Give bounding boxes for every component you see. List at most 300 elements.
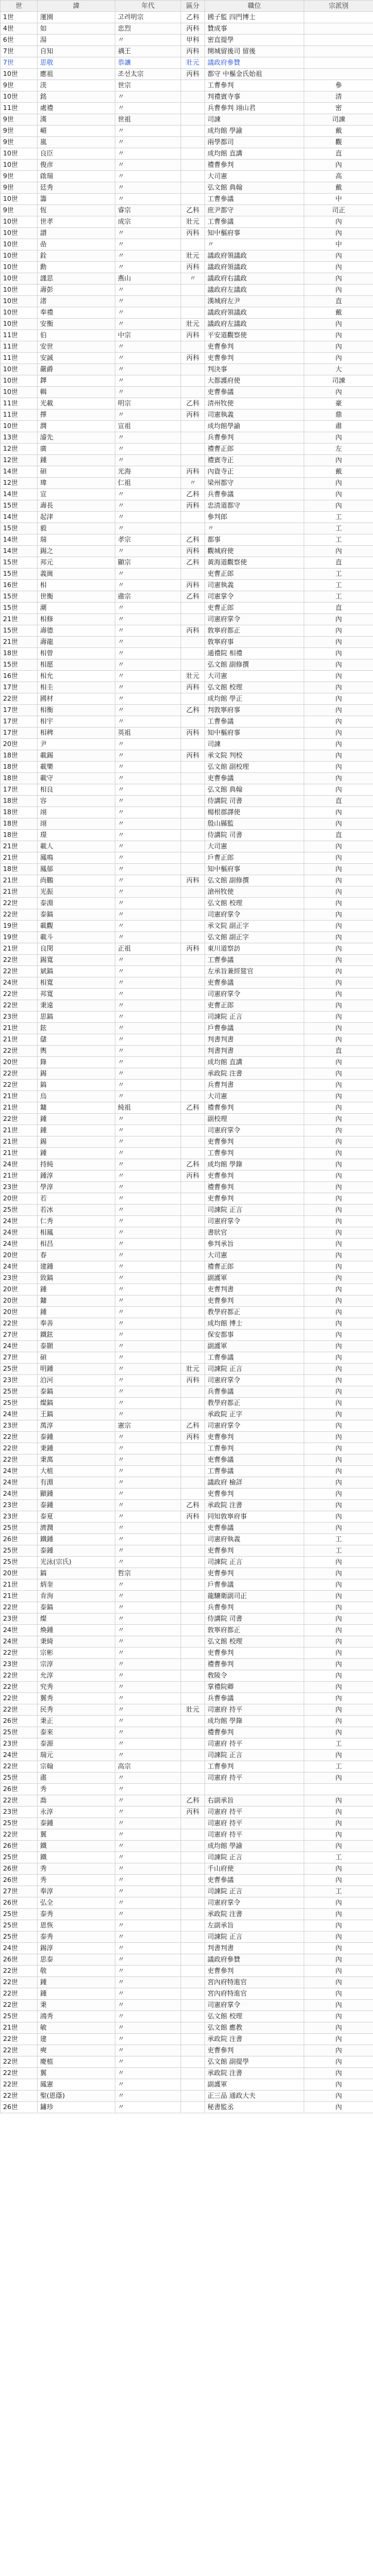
era-cell: 〃: [115, 1352, 181, 1364]
position-cell: 工曹參判: [205, 80, 304, 91]
name-cell: 喬: [38, 1795, 115, 1807]
table-row: [1, 1863, 373, 1875]
era-cell: 〃: [115, 1636, 181, 1648]
name-cell: 相愿: [38, 659, 115, 671]
era-cell: 〃: [115, 341, 181, 353]
position-cell: [205, 1784, 304, 1795]
name-cell: 鏞: [38, 1295, 115, 1307]
name-cell: 潤: [38, 421, 115, 432]
name-cell: 相寬: [38, 977, 115, 989]
exam-cell: [181, 614, 205, 625]
position-cell: 司憲府 持平: [205, 1738, 304, 1750]
generation-cell: 25世: [1, 1932, 38, 1943]
branch-cell: 內: [304, 750, 373, 762]
generation-cell: 18世: [1, 830, 38, 841]
branch-cell: 內: [304, 2034, 373, 2045]
name-cell: 勳: [38, 262, 115, 273]
branch-cell: 內: [304, 1148, 373, 1159]
branch-cell: 內: [304, 1193, 373, 1205]
branch-cell: 內: [304, 739, 373, 750]
exam-cell: [181, 1307, 205, 1318]
table-row: [1, 1273, 373, 1284]
generation-cell: 7世: [1, 57, 38, 69]
era-cell: 〃: [115, 898, 181, 909]
name-cell: 翊: [38, 807, 115, 818]
name-cell: 大植: [38, 1466, 115, 1477]
era-cell: 〃: [115, 1648, 181, 1659]
position-cell: 通禮院 相禮: [205, 648, 304, 659]
generation-cell: 24世: [1, 1489, 38, 1500]
position-cell: 右副承旨: [205, 1795, 304, 1807]
name-cell: 宗翰: [38, 1761, 115, 1773]
name-cell: 嚴爵: [38, 364, 115, 375]
table-row: [1, 1954, 373, 1966]
branch-cell: 內: [304, 1659, 373, 1670]
era-cell: 〃: [115, 1454, 181, 1466]
name-cell: 起津: [38, 512, 115, 523]
name-cell: 泰鍾: [38, 1545, 115, 1557]
exam-cell: [181, 1386, 205, 1398]
era-cell: 〃: [115, 1534, 181, 1545]
era-cell: 〃: [115, 1818, 181, 1829]
era-cell: 〃: [115, 2091, 181, 2102]
position-cell: 黃海道觀察使: [205, 557, 304, 569]
table-row: [1, 35, 373, 46]
table-row: [1, 228, 373, 239]
position-cell: 司憲府 持平: [205, 1829, 304, 1841]
name-cell: 泰鎬: [38, 909, 115, 921]
position-cell: 知中樞府事: [205, 228, 304, 239]
era-cell: 〃: [115, 1943, 181, 1954]
era-cell: 〃: [115, 375, 181, 387]
generation-cell: 24世: [1, 1341, 38, 1352]
exam-cell: [181, 637, 205, 648]
exam-cell: 乙科: [181, 591, 205, 603]
table-row: [1, 1000, 373, 1012]
generation-cell: 19世: [1, 921, 38, 932]
position-cell: 司憲府掌令: [205, 909, 304, 921]
branch-cell: 內: [304, 921, 373, 932]
branch-cell: 內: [304, 818, 373, 830]
era-cell: 〃: [115, 2045, 181, 2056]
table-row: [1, 977, 373, 989]
generation-cell: 23世: [1, 1500, 38, 1511]
name-cell: 顯鍾: [38, 1489, 115, 1500]
position-cell: 成均館學諭: [205, 421, 304, 432]
era-cell: 〃: [115, 126, 181, 137]
branch-cell: 參: [304, 80, 373, 91]
branch-cell: 內: [304, 1954, 373, 1966]
era-cell: 〃: [115, 1670, 181, 1682]
branch-cell: 內: [304, 864, 373, 875]
table-row: [1, 1897, 373, 1909]
name-cell: 相良: [38, 784, 115, 796]
position-cell: 判決事: [205, 364, 304, 375]
era-cell: 〃: [115, 625, 181, 637]
generation-cell: 22世: [1, 1966, 38, 1977]
generation-cell: 11世: [1, 330, 38, 341]
branch-cell: 內: [304, 1318, 373, 1330]
exam-cell: [181, 955, 205, 966]
era-cell: 〃: [115, 1193, 181, 1205]
branch-cell: 內: [304, 1579, 373, 1591]
position-cell: 教學府都正: [205, 1307, 304, 1318]
era-cell: 〃: [115, 1727, 181, 1738]
exam-cell: [181, 444, 205, 455]
era-cell: 忠烈: [115, 23, 181, 35]
position-cell: 吏曹參判: [205, 353, 304, 364]
table-row: [1, 830, 373, 841]
position-cell: 參判郎: [205, 512, 304, 523]
branch-cell: 內: [304, 1477, 373, 1489]
era-cell: 〃: [115, 353, 181, 364]
branch-cell: 內: [304, 762, 373, 773]
table-row: [1, 614, 373, 625]
table-row: [1, 659, 373, 671]
exam-cell: [181, 1284, 205, 1295]
name-cell: 鍾淳: [38, 1171, 115, 1182]
name-cell: 煥鍾: [38, 1625, 115, 1636]
exam-cell: [181, 194, 205, 205]
era-cell: 〃: [115, 2022, 181, 2034]
name-cell: 若: [38, 1193, 115, 1205]
branch-cell: 觀: [304, 137, 373, 148]
exam-cell: [181, 1773, 205, 1784]
name-cell: 有淵: [38, 1477, 115, 1489]
era-cell: 〃: [115, 1182, 181, 1193]
table-row: [1, 137, 373, 148]
position-cell: 宮內府特進官: [205, 1988, 304, 2000]
exam-cell: 丙科: [181, 466, 205, 478]
era-cell: 〃: [115, 637, 181, 648]
generation-cell: 14世: [1, 534, 38, 546]
name-cell: 肅: [38, 1773, 115, 1784]
branch-cell: 內: [304, 693, 373, 705]
exam-cell: [181, 1568, 205, 1579]
generation-cell: 1世: [1, 12, 38, 23]
table-row: [1, 69, 373, 80]
exam-cell: [181, 512, 205, 523]
table-row: [1, 194, 373, 205]
generation-cell: 9世: [1, 80, 38, 91]
table-row: [1, 943, 373, 955]
position-cell: 左副承旨: [205, 1920, 304, 1932]
position-cell: 敦寧府事: [205, 637, 304, 648]
branch-cell: 司正: [304, 205, 373, 216]
branch-cell: [304, 57, 373, 69]
era-cell: 〃: [115, 1284, 181, 1295]
generation-cell: 23世: [1, 1012, 38, 1023]
era-cell: 〃: [115, 1716, 181, 1727]
exam-cell: [181, 1761, 205, 1773]
name-cell: 鴻秀: [38, 2011, 115, 2022]
era-cell: 〃: [115, 1443, 181, 1454]
exam-cell: [181, 1738, 205, 1750]
era-cell: 〃: [115, 1841, 181, 1852]
exam-cell: [181, 1863, 205, 1875]
exam-cell: [181, 1670, 205, 1682]
generation-cell: 7世: [1, 46, 38, 57]
name-cell: 恆: [38, 205, 115, 216]
name-cell: 鍾: [38, 1114, 115, 1125]
table-row: [1, 898, 373, 909]
position-cell: 〃: [205, 239, 304, 250]
generation-cell: 22世: [1, 2079, 38, 2091]
era-cell: 〃: [115, 1500, 181, 1511]
branch-cell: 直: [304, 830, 373, 841]
generation-cell: 14世: [1, 546, 38, 557]
exam-cell: 丙科: [181, 500, 205, 512]
name-cell: 燦鎬: [38, 1398, 115, 1409]
era-cell: 〃: [115, 1341, 181, 1352]
name-cell: 籌: [38, 194, 115, 205]
branch-cell: 內: [304, 977, 373, 989]
era-cell: 〃: [115, 852, 181, 864]
era-cell: 〃: [115, 1250, 181, 1261]
era-cell: 〃: [115, 1988, 181, 2000]
position-cell: 兵曹參判: [205, 1602, 304, 1614]
position-cell: 左承旨兼經筵官: [205, 966, 304, 977]
generation-cell: 23世: [1, 1807, 38, 1818]
generation-cell: 27世: [1, 1330, 38, 1341]
name-cell: 思泰: [38, 1954, 115, 1966]
generation-cell: 12世: [1, 444, 38, 455]
name-cell: 鍾: [38, 1125, 115, 1136]
era-cell: 〃: [115, 1977, 181, 1988]
table-row: [1, 1920, 373, 1932]
table-row: [1, 1943, 373, 1954]
branch-cell: 內: [304, 1364, 373, 1375]
exam-cell: [181, 296, 205, 307]
era-cell: 禑王: [115, 46, 181, 57]
era-cell: 〃: [115, 1738, 181, 1750]
table-row: [1, 2022, 373, 2034]
table-row: [1, 1716, 373, 1727]
branch-cell: 內: [304, 614, 373, 625]
name-cell: 載錫: [38, 750, 115, 762]
position-cell: 司諫院 正言: [205, 1205, 304, 1216]
era-cell: 〃: [115, 1897, 181, 1909]
generation-cell: 25世: [1, 1773, 38, 1784]
position-cell: 弘文館 校理: [205, 2011, 304, 2022]
position-cell: 兩學都司: [205, 137, 304, 148]
name-cell: 自知: [38, 46, 115, 57]
exam-cell: [181, 1205, 205, 1216]
generation-cell: 10世: [1, 250, 38, 262]
name-cell: 渚: [38, 296, 115, 307]
exam-cell: [181, 2000, 205, 2011]
exam-cell: [181, 432, 205, 444]
name-cell: 奉善: [38, 1318, 115, 1330]
generation-cell: 24世: [1, 1216, 38, 1227]
name-cell: 嵒: [38, 239, 115, 250]
table-row: [1, 239, 373, 250]
position-cell: 大司憲: [205, 1091, 304, 1102]
era-cell: 〃: [115, 807, 181, 818]
table-row: [1, 852, 373, 864]
table-row: [1, 1829, 373, 1841]
branch-cell: 內: [304, 1227, 373, 1239]
branch-cell: 內: [304, 966, 373, 977]
name-cell: 碩: [38, 466, 115, 478]
name-cell: 俊彦: [38, 160, 115, 171]
table-row: [1, 2056, 373, 2068]
era-cell: 〃: [115, 1557, 181, 1568]
branch-cell: 內: [304, 319, 373, 330]
branch-cell: 內: [304, 1307, 373, 1318]
branch-cell: 內: [304, 1182, 373, 1193]
generation-cell: 26世: [1, 2102, 38, 2113]
era-cell: 〃: [115, 1432, 181, 1443]
branch-cell: 內: [304, 1216, 373, 1227]
name-cell: 廣: [38, 444, 115, 455]
era-cell: 〃: [115, 1171, 181, 1182]
era-cell: 〃: [115, 841, 181, 852]
branch-cell: 內: [304, 1159, 373, 1171]
exam-cell: [181, 864, 205, 875]
branch-cell: 工: [304, 1534, 373, 1545]
position-cell: 贊成事: [205, 23, 304, 35]
table-row: [1, 12, 373, 23]
name-cell: 光泳(宗氏): [38, 1557, 115, 1568]
table-row: [1, 1704, 373, 1716]
generation-cell: 22世: [1, 1795, 38, 1807]
position-cell: 楊根郡譯使: [205, 807, 304, 818]
name-cell: 光振: [38, 887, 115, 898]
position-cell: 承政院 注書: [205, 1909, 304, 1920]
table-row: [1, 2011, 373, 2022]
era-cell: 〃: [115, 1614, 181, 1625]
exam-cell: [181, 1966, 205, 1977]
generation-cell: 22世: [1, 1829, 38, 1841]
name-cell: 輿: [38, 1046, 115, 1057]
era-cell: 〃: [115, 1227, 181, 1239]
exam-cell: 乙科: [181, 1795, 205, 1807]
table-row: [1, 1670, 373, 1682]
generation-cell: 9世: [1, 126, 38, 137]
table-row: [1, 2034, 373, 2045]
era-cell: 〃: [115, 1477, 181, 1489]
branch-cell: 內: [304, 705, 373, 716]
table-row: [1, 1738, 373, 1750]
generation-cell: 22世: [1, 1443, 38, 1454]
branch-cell: 直: [304, 557, 373, 569]
generation-cell: 24世: [1, 1261, 38, 1273]
exam-cell: [181, 1988, 205, 2000]
name-cell: 泰鎬: [38, 1386, 115, 1398]
name-cell: 泰鍾: [38, 1432, 115, 1443]
exam-cell: [181, 1330, 205, 1341]
branch-cell: 內: [304, 1012, 373, 1023]
table-row: [1, 364, 373, 375]
generation-cell: 22世: [1, 1454, 38, 1466]
exam-cell: [181, 2068, 205, 2079]
name-cell: 鍾: [38, 1977, 115, 1988]
table-row: [1, 1534, 373, 1545]
position-cell: 弘文館 副修撰: [205, 875, 304, 887]
exam-cell: [181, 1545, 205, 1557]
name-cell: 嵐: [38, 137, 115, 148]
era-cell: 〃: [115, 1659, 181, 1670]
generation-cell: 10世: [1, 91, 38, 103]
generation-cell: 22世: [1, 2045, 38, 2056]
position-cell: 戶曹正郎: [205, 852, 304, 864]
name-cell: 載守: [38, 773, 115, 784]
exam-cell: 丙科: [181, 228, 205, 239]
position-cell: 參判承旨: [205, 1239, 304, 1250]
era-cell: 〃: [115, 1375, 181, 1386]
era-cell: 英祖: [115, 728, 181, 739]
generation-cell: 10世: [1, 216, 38, 228]
branch-cell: 內: [304, 807, 373, 818]
table-row: [1, 182, 373, 194]
era-cell: 〃: [115, 739, 181, 750]
name-cell: 處禮: [38, 103, 115, 114]
exam-cell: [181, 807, 205, 818]
exam-cell: [181, 1182, 205, 1193]
generation-cell: 22世: [1, 1648, 38, 1659]
position-cell: 司憲府掌令: [205, 1125, 304, 1136]
exam-cell: [181, 1716, 205, 1727]
table-row: [1, 1852, 373, 1863]
branch-cell: 內: [304, 728, 373, 739]
exam-cell: [181, 1534, 205, 1545]
position-cell: 成均館 博士: [205, 1318, 304, 1330]
exam-cell: [181, 898, 205, 909]
generation-cell: 26世: [1, 1534, 38, 1545]
era-cell: 〃: [115, 784, 181, 796]
era-cell: 哲宗: [115, 1568, 181, 1579]
name-cell: 載斗: [38, 932, 115, 943]
exam-cell: 乙科: [181, 12, 205, 23]
name-cell: 翼: [38, 1829, 115, 1841]
era-cell: 〃: [115, 875, 181, 887]
generation-cell: 10世: [1, 194, 38, 205]
generation-cell: 15世: [1, 569, 38, 580]
generation-cell: 15世: [1, 625, 38, 637]
era-cell: 〃: [115, 489, 181, 500]
generation-cell: 25世: [1, 1364, 38, 1375]
position-cell: 司憲府掌令: [205, 614, 304, 625]
table-row: [1, 1046, 373, 1057]
era-cell: 〃: [115, 1511, 181, 1523]
table-row: [1, 1818, 373, 1829]
exam-cell: [181, 966, 205, 977]
branch-cell: 內: [304, 1841, 373, 1852]
era-cell: 〃: [115, 1920, 181, 1932]
name-cell: 嵋: [38, 126, 115, 137]
era-cell: 〃: [115, 1205, 181, 1216]
name-cell: 泰鎬: [38, 1602, 115, 1614]
branch-cell: [304, 1784, 373, 1795]
era-cell: 〃: [115, 1829, 181, 1841]
generation-cell: 21世: [1, 1171, 38, 1182]
exam-cell: [181, 375, 205, 387]
generation-cell: 22世: [1, 2068, 38, 2079]
era-cell: 〃: [115, 2034, 181, 2045]
position-cell: 觀城府使: [205, 546, 304, 557]
era-cell: 〃: [115, 182, 181, 194]
era-cell: 〃: [115, 307, 181, 319]
exam-cell: [181, 1954, 205, 1966]
position-cell: 掌禮院卿: [205, 1682, 304, 1693]
name-cell: 民秀: [38, 1704, 115, 1716]
table-row: [1, 148, 373, 160]
exam-cell: [181, 1523, 205, 1534]
position-cell: 司諫院 正言: [205, 1012, 304, 1023]
branch-cell: 工: [304, 1852, 373, 1863]
position-cell: 承政院 注書: [205, 2034, 304, 2045]
